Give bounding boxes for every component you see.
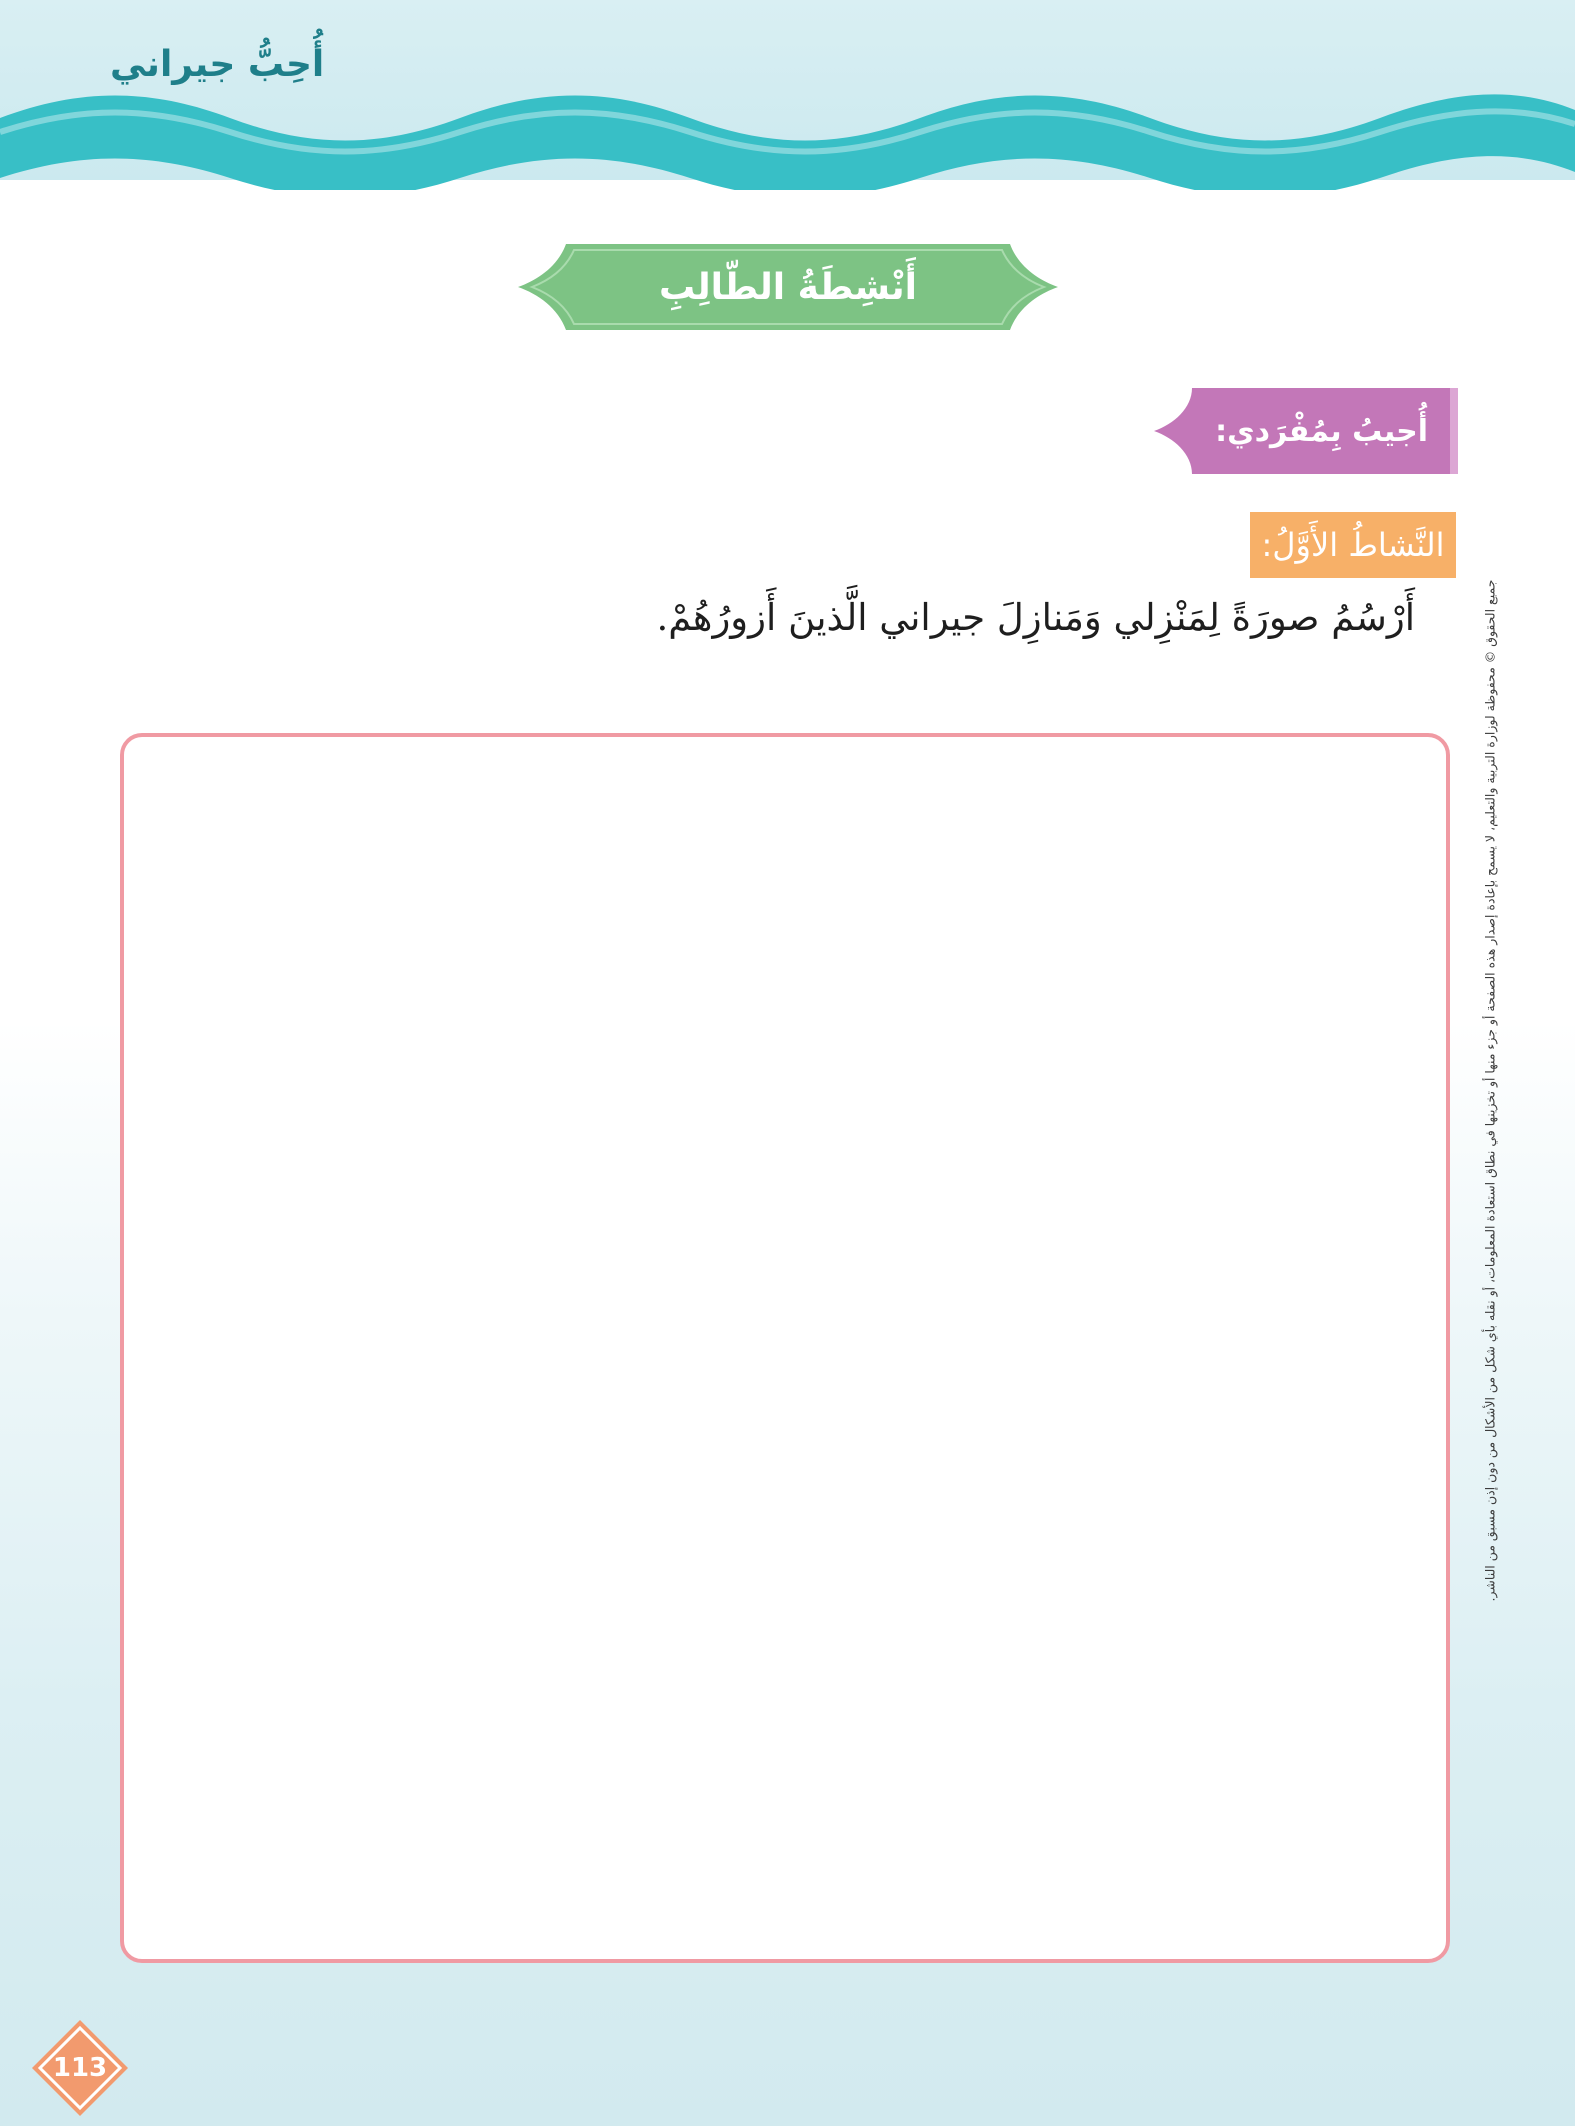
individual-label: أُجيبُ بِمُفْرَدي:: [1215, 413, 1428, 449]
drawing-area[interactable]: [120, 733, 1450, 1963]
page-number-badge: [30, 2018, 130, 2118]
individual-tag: [1152, 388, 1458, 474]
activity-instruction: أَرْسُمُ صورَةً لِمَنْزِلي وَمَنازِلَ جيراني الَّذينَ أَزورُهُمْ.: [656, 596, 1415, 639]
header-wave: [0, 80, 1575, 190]
activities-banner: [514, 236, 1062, 338]
copyright-note: [1464, 480, 1516, 1700]
activities-title: أَنْشِطَةُ الطّالِبِ: [659, 266, 917, 308]
page-number: 113: [52, 2053, 108, 2083]
activity-heading: النَّشاطُ الأَوَّلُ:: [1250, 512, 1456, 578]
copyright-text: جميع الحقوق © محفوظة لوزارة التربية والتعليم، لا يسمح بإعادة إصدار هذه الصفحة أو جزء منها أو تخزينها في نطاق استعادة المعلومات، أو نقله بأي شكل من الأشكال من دون إذن مسبق من الناشر.: [1482, 579, 1498, 1601]
chapter-title: أُحِبُّ جيراني: [110, 44, 325, 85]
